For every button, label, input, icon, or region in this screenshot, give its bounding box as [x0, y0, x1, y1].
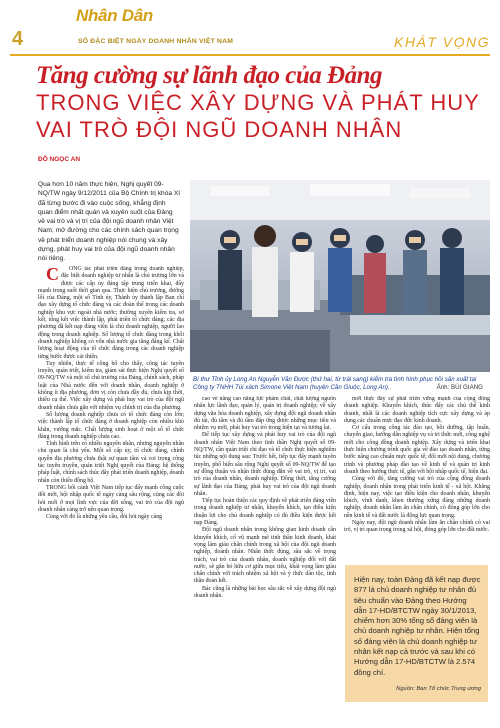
- paragraph: Bác cũng là những bài học sâu sắc về xây dựng đội ngũ doanh nhân.: [194, 585, 336, 600]
- statistics-callout-box: [345, 565, 488, 702]
- newspaper-logo[interactable]: Nhân Dân: [76, 6, 153, 25]
- photo-caption: [193, 376, 483, 392]
- section-label[interactable]: KHÁT VỌNG: [394, 34, 490, 50]
- callout-source: Nguồn: Ban Tổ chức Trung ương: [396, 686, 481, 692]
- paragraph: Tuy nhiên, thực tế công bố cho thấy, công tác tuyên truyền, quán triệt, kiểm tra, giám sát thực hiện Nghị quyết số 09-NQ/TW và một số chủ trương của Đảng, chính sách, pháp luật của Nhà nước đến với doanh nhân, doanh nghiệp ở không ít địa phương, đơn vị còn chưa đầy đủ, chưa kịp thời, thiếu cụ thể. Việc xây dựng và phát huy vai trò của đội ngũ doanh nhân chưa gắn với nhiệm vụ chính trị của địa phương.: [38, 360, 184, 411]
- page-header: [0, 0, 500, 58]
- photo-caption-text: Bí thư Tỉnh ủy Long An Nguyễn Văn Được (thứ hai, từ trái sang) kiểm tra tình hình phục hồi sản xuất tại Công ty TNHH Túi xách Simone Việt Nam (huyện Cần Giuộc, Long An).: [193, 376, 477, 391]
- article-column-2: [194, 396, 336, 600]
- callout-text: Hiện nay, toàn Đảng đã kết nạp được 877 lá chủ doanh nghiệp tư nhân đủ tiêu chuẩn vào Đảng theo Hướng dẫn 17-HD/BTCTW ngày 30/1/2013, chiếm hơn 30% tổng số đảng viên là chủ doanh nghiệp tư nhân. Hiện tổng số đảng viên là chủ doanh nghiệp tư nhân kết nạp cả trước và sau khi có Hướng dẫn 17-HD/BTCTW là 2.574 đồng chí.: [354, 575, 481, 677]
- paragraph: Ngày nay, đội ngũ doanh nhân làm ăn chân chính có vai trò, vị trí quan trọng trong xã hội, đóng góp lớn cho đất nước.: [344, 520, 490, 534]
- article-lead: Qua hơn 10 năm thực hiện, Nghị quyết 09-NQ/TW ngày 9/12/2011 của Bộ Chính trị khóa XI đã từng bước đi vào cuộc sống, khẳng định quan điểm nhất quán và xuyên suốt của Đảng về vai trò và vị trí của đội ngũ doanh nhân Việt Nam; mở đường cho các chính sách quan trọng về phát triển doanh nghiệp nói chung và xây dựng, phát huy vai trò của đội ngũ doanh nhân nói riêng.: [38, 181, 181, 263]
- article-column-3: [344, 396, 490, 535]
- header-divider: [10, 54, 490, 56]
- paragraph: mới thực đầy sự phát triển vững mạnh của cộng đồng doanh nghiệp. Khuyến khích, thúc đẩy các chủ thể kinh doanh, nhất là các doanh nghiệp tích cực xây dựng và áp dụng các chuẩn mực đạo đức kinh doanh.: [344, 396, 490, 424]
- factory-inspection-image: [190, 180, 490, 372]
- paragraph: TRONG bối cảnh Việt Nam tiếp tục đẩy mạnh công cuộc đổi mới, hội nhập quốc tế ngày càng sâu rộng, cùng các đòi hỏi mới ở mọi lĩnh vực của đời sống, vai trò của đội ngũ doanh nhân càng trở nên quan trọng.: [38, 484, 184, 513]
- author-byline: ĐỖ NGỌC AN: [38, 156, 81, 163]
- drop-cap: C: [46, 266, 59, 284]
- headline-line-3: VAI TRÒ ĐỘI NGŨ DOANH NHÂN: [36, 117, 403, 142]
- paragraph: Đội ngũ doanh nhân trong không gian kinh doanh cần khuyến khích, cổ vũ mạnh mẽ tinh thần kinh doanh, khát vọng làm giàu chân chính trong xã hội của đội ngũ doanh nghiệp, doanh nhân. Nhân thức đúng, sâu sắc về trọng trách, vai trò của doanh nhân, doanh nghiệp đối với đất nước, sẽ gắn bó hữu cơ giữa mục tiêu, khát vọng làm giàu chân chính với trách nhiệm xã hội và ý thức dân tộc, tinh thần đoàn kết.: [194, 527, 336, 585]
- paragraph: Cùng với đó, tăng cường vai trò của cộng đồng doanh nghiệp, doanh nhân trong phát triển kinh tế - xã hội. Khẳng định, hiện nay, việc tạo điều kiện cho doanh nhân, khuyến khích, vinh danh, khen thưởng xứng đáng những doanh nghiệp, doanh nhân làm ăn chân chính, có đóng góp lớn cho nền kinh tế và đất nước là động lực quan trọng.: [344, 476, 490, 519]
- paragraph: Tiếp tục hoàn thiện các quy định về phát triển đảng viên trong doanh nghiệp tư nhân, khuyến khích, tạo điều kiện thuận lợi cho chủ doanh nghiệp có đủ điều kiện được kết nạp Đảng.: [194, 498, 336, 527]
- paragraph: Số lượng doanh nghiệp chưa có tổ chức đảng còn lớn; việc thành lập tổ chức đảng ở doanh nghiệp còn nhiều khó khăn, vướng mắc. Chất lượng sinh hoạt ở một số tổ chức đảng trong doanh nghiệp chưa cao.: [38, 411, 184, 440]
- paragraph: cao về năng cao năng lực phẩm chất, chất lượng nguồn nhân lực lãnh đạo, quản lý, quản trị doanh nghiệp; về xây dựng văn hóa doanh nghiệp, xây dựng đội ngũ doanh nhân đủ tài, đủ tâm và đủ tầm đáp ứng được những mục tiêu và nhiệm vụ mới, phát huy vai trò trong hiện tại và tương lai.: [194, 396, 336, 432]
- page-number: 4: [12, 28, 24, 50]
- photo-credit: Ảnh: BÙI GIANG: [436, 384, 483, 391]
- paragraph: Tình hình trên có nhiều nguyên nhân, nhưng nguyên nhân chủ quan là chủ yếu. Một số cấp ủy, tổ chức đảng, chính quyền địa phương chưa thật sự quan tâm và coi trọng công tác tuyên truyền, quán triệt Nghị quyết của Đảng; hệ thống pháp luật, chính sách thúc đẩy phát triển doanh nghiệp, doanh nhân còn thiếu đồng bộ.: [38, 441, 184, 484]
- issue-label: SỐ ĐẶC BIỆT NGÀY DOANH NHÂN VIỆT NAM: [78, 38, 234, 45]
- headline-line-2: TRONG VIỆC XÂY DỰNG VÀ PHÁT HUY: [36, 90, 480, 115]
- headline-line-1: Tăng cường sự lãnh đạo của Đảng: [36, 62, 382, 89]
- paragraph: Cùng với đó là những yêu cầu, đòi hỏi ngày càng: [46, 514, 163, 521]
- article-photo[interactable]: [190, 180, 490, 372]
- paragraph: Để tiếp tục xây dựng và phát huy vai trò của đội ngũ doanh nhân Việt Nam theo tinh thần Nghị quyết số 09-NQ/TW, cần quán triệt chỉ đạo và tổ chức thực hiện nghiêm túc những nội dung sau: Trước hết, tiếp tục đẩy mạnh tuyên truyền, phổ biến sâu rộng Nghị quyết số 09-NQ/TW để tạo sự đồng thuận và nhận thức đúng đắn về vai trò, vị trí, vai trò của doanh nhân, doanh nghiệp. Đồng thời, tăng cường sự lãnh đạo của Đảng, phát huy vai trò của đội ngũ doanh nhân.: [194, 432, 336, 497]
- paragraph: C ÔNG tác phát triển đảng trong doanh nghiệp, đặc biệt doanh nghiệp tư nhân là chủ trương lớn và được các cấp ủy đảng tập trung triển khai, đẩy mạnh trong suốt thời gian qua. Thực hiện chủ trương, đường lối của Đảng, một số Tỉnh ủy, Thành ủy thành lập Ban chỉ đạo xây dựng tổ chức đảng và các đoàn thể trong các doanh nghiệp khu vực ngoài nhà nước; thường xuyên kiểm tra, sơ kết, tổng kết việc thành lập, phát triển tổ chức đảng; các địa phương đã kết nạp đảng viên là chủ doanh nghiệp, người lao động trong doanh nghiệp. Số lượng tổ chức đảng trong khối doanh nghiệp không có vốn nhà nước gia tăng đáng kể. Chất lượng hoạt động của tổ chức đảng trong các doanh nghiệp từng bước được cải thiện.: [38, 266, 184, 360]
- paragraph: Cơ cấu trong công tác đào tạo, bồi dưỡng, tập huấn, chuyển giao, hướng dẫn nghiệp vụ và tri thức mới, công nghệ mới cho công đồng doanh nghiệp. Xây dựng và triển khai thực hiện chương trình quốc gia về đào tạo doanh nhân, từng bước nâng cao chuẩn mực quốc tế; đổi mới nội dung, chương trình và phương pháp đào tạo về kinh tế và quản trị kinh doanh theo hướng thực tế, gắn với hội nhập quốc tế, hiện đại.: [344, 425, 490, 475]
- article-column-1: [38, 266, 184, 521]
